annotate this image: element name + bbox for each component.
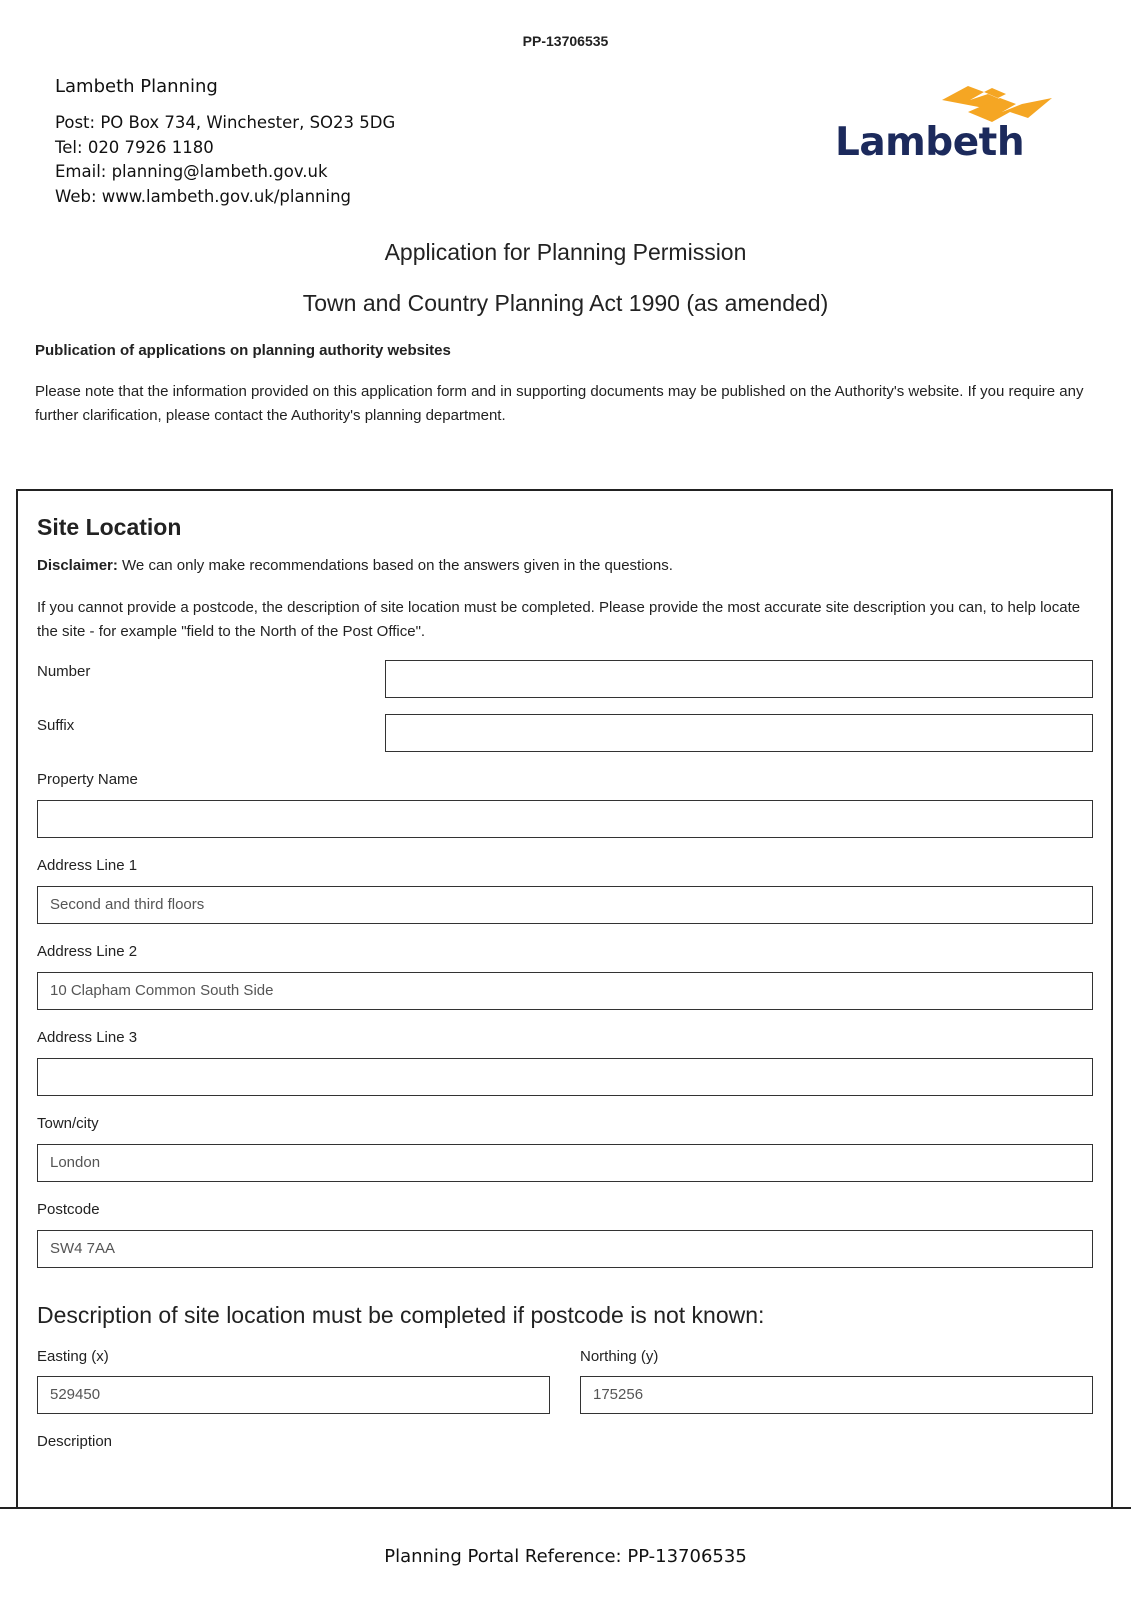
town-city-field[interactable]: London [37, 1144, 1093, 1182]
site-location-title: Site Location [37, 514, 182, 540]
northing-label: Northing (y) [580, 1348, 659, 1365]
form-subtitle: Town and Country Planning Act 1990 (as amended) [302, 290, 829, 316]
publication-text: Please note that the information provided on this application form and in supporting documents may be published on the Authority's website. If you require any further clarification, please contact the Authority's planning department. [35, 383, 1084, 424]
northing-field[interactable]: 175256 [580, 1376, 1093, 1414]
number-field[interactable] [385, 660, 1093, 698]
site-location-help-text: If you cannot provide a postcode, the description of site location must be completed. Please provide the most accurate site description you can, to help locate the site - for example "field to the North of the Post Office". [37, 599, 1081, 640]
address-line-3-field[interactable] [37, 1058, 1093, 1096]
footer-reference: Planning Portal Reference: PP-13706535 [384, 1546, 747, 1567]
description-label: Description [37, 1433, 113, 1450]
disclaimer [37, 557, 673, 574]
address-line-1-field[interactable]: Second and third floors [37, 886, 1093, 924]
reference-header: PP-13706535 [522, 33, 609, 49]
organisation-name: Lambeth Planning [55, 76, 218, 97]
town-city-label: Town/city [37, 1115, 99, 1132]
footer-divider [0, 1507, 1131, 1509]
form-title: Application for Planning Permission [384, 239, 747, 265]
organisation-contact-block [55, 76, 395, 209]
organisation-web: Web: www.lambeth.gov.uk/planning [55, 186, 352, 206]
address-line-2-field[interactable]: 10 Clapham Common South Side [37, 972, 1093, 1010]
lambeth-logo-text: Lambeth [835, 120, 1025, 165]
publication-heading: Publication of applications on planning authority websites [35, 342, 451, 359]
property-name-label: Property Name [37, 771, 138, 788]
suffix-field[interactable] [385, 714, 1093, 752]
easting-label: Easting (x) [37, 1348, 109, 1365]
number-label: Number [37, 663, 91, 680]
address-line-3-label: Address Line 3 [37, 1029, 138, 1046]
organisation-tel: Tel: 020 7926 1180 [55, 137, 214, 157]
organisation-email: Email: planning@lambeth.gov.uk [55, 162, 328, 181]
suffix-label: Suffix [37, 717, 75, 734]
disclaimer-label: Disclaimer: [37, 557, 118, 574]
disclaimer-text: We can only make recommendations based on the answers given in the questions. [117, 557, 673, 574]
postcode-label: Postcode [37, 1201, 100, 1218]
easting-field[interactable]: 529450 [37, 1376, 550, 1414]
lambeth-logo [832, 82, 1062, 172]
description-heading: Description of site location must be completed if postcode is not known: [37, 1302, 765, 1328]
property-name-field[interactable] [37, 800, 1093, 838]
postcode-field[interactable]: SW4 7AA [37, 1230, 1093, 1268]
address-line-2-label: Address Line 2 [37, 943, 138, 960]
organisation-post: Post: PO Box 734, Winchester, SO23 5DG [55, 113, 396, 132]
address-line-1-label: Address Line 1 [37, 857, 138, 874]
